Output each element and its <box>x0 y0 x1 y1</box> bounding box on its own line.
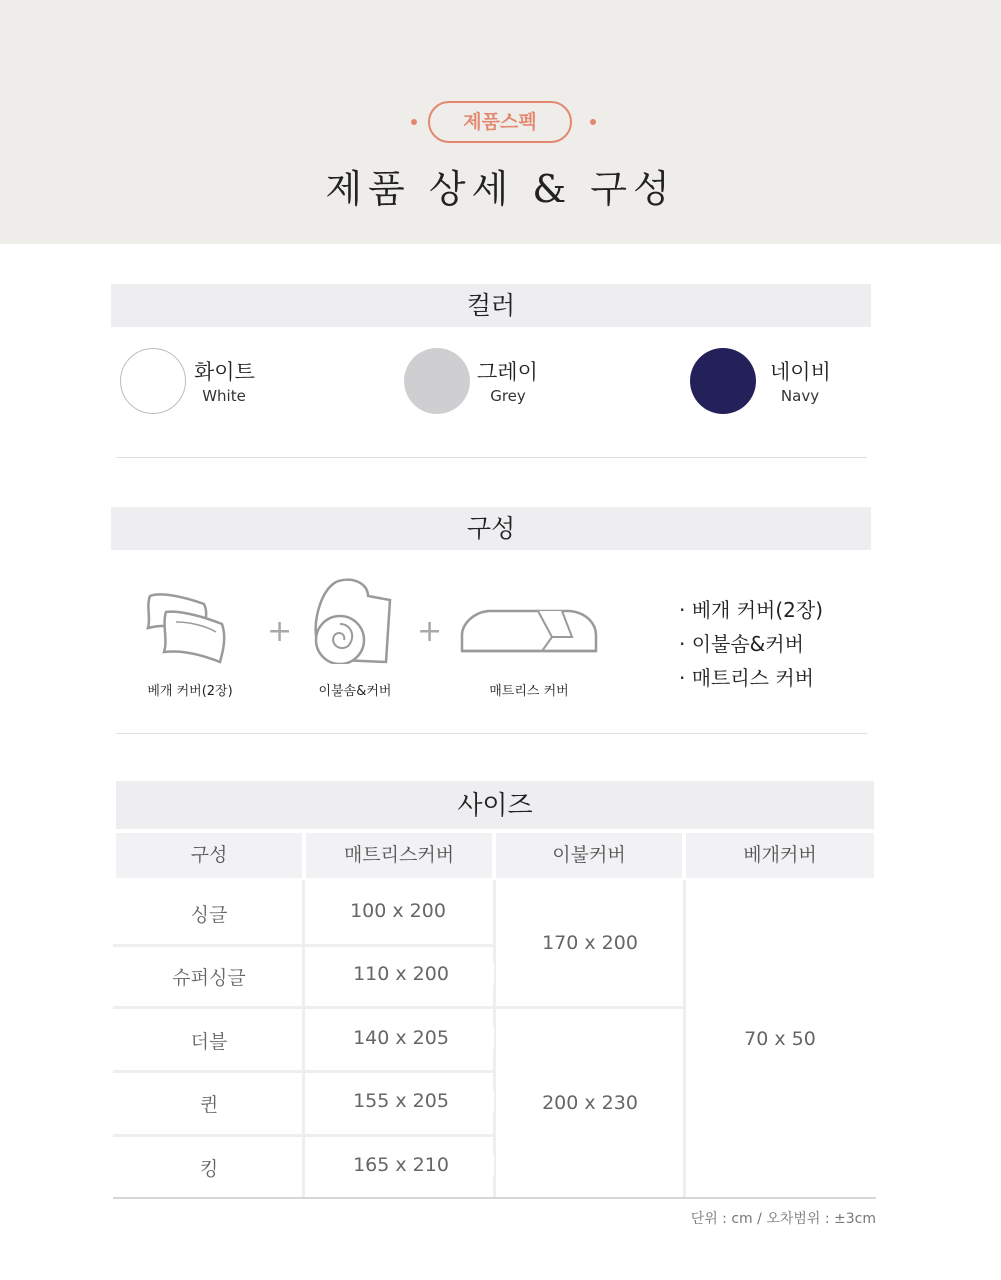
spec-badge: 제품스펙 <box>428 101 572 143</box>
size-mattress-value: 140 x 205 <box>308 1027 494 1049</box>
composition-bullet: · 베개 커버(2장) <box>679 598 824 622</box>
color-name-en: White <box>202 387 246 405</box>
color-name-ko: 그레이 <box>477 360 538 384</box>
size-row-name: 슈퍼싱글 <box>116 963 302 990</box>
color-swatch-grey <box>404 348 470 414</box>
section-divider <box>116 457 867 458</box>
size-duvet-value: 200 x 230 <box>497 1092 683 1114</box>
plus-icon: + <box>417 614 443 649</box>
color-name-en: Grey <box>490 387 526 405</box>
composition-bullet: · 이불솜&커버 <box>679 632 804 656</box>
table-grid-line <box>113 1070 494 1073</box>
size-mattress-value: 110 x 200 <box>308 963 494 985</box>
size-row-name: 싱글 <box>116 900 302 927</box>
color-name-ko: 화이트 <box>194 360 255 384</box>
size-unit-note: 단위 : cm / 오차범위 : ±3cm <box>690 1211 876 1227</box>
size-row-name: 퀸 <box>116 1090 302 1117</box>
pillow-icon <box>142 590 230 666</box>
size-row-name: 킹 <box>116 1154 302 1181</box>
size-pillow-value: 70 x 50 <box>686 1028 874 1050</box>
size-duvet-value: 170 x 200 <box>497 932 683 954</box>
size-header-duvet: 이불커버 <box>496 833 682 878</box>
hero-banner <box>0 0 1001 244</box>
plus-icon: + <box>267 614 293 649</box>
size-section-title: 사이즈 <box>116 781 874 829</box>
composition-label-blanket: 이불솜&커버 <box>318 684 392 699</box>
section-divider <box>116 733 867 734</box>
composition-label-pillow: 베개 커버(2장) <box>147 684 233 699</box>
size-row-name: 더블 <box>116 1027 302 1054</box>
size-mattress-value: 155 x 205 <box>308 1090 494 1112</box>
size-header-composition: 구성 <box>116 833 302 878</box>
mattress-icon <box>458 607 600 659</box>
color-name-ko: 네이비 <box>770 360 831 384</box>
table-grid-line <box>113 1006 685 1009</box>
table-bottom-line <box>113 1197 876 1199</box>
color-section-title: 컬러 <box>111 284 871 327</box>
size-mattress-value: 165 x 210 <box>308 1154 494 1176</box>
decor-dot-right <box>590 119 596 125</box>
composition-label-mattress: 매트리스 커버 <box>489 684 569 699</box>
page-title: 제품 상세 & 구성 <box>325 167 676 211</box>
size-header-pillow: 베개커버 <box>686 833 874 878</box>
color-swatch-navy <box>690 348 756 414</box>
decor-dot-left <box>411 119 417 125</box>
color-name-en: Navy <box>780 387 820 405</box>
size-header-mattress: 매트리스커버 <box>306 833 492 878</box>
table-grid-line <box>113 1134 494 1137</box>
color-swatch-white <box>120 348 186 414</box>
table-grid-line <box>113 944 494 947</box>
size-mattress-value: 100 x 200 <box>305 900 491 922</box>
composition-bullet: · 매트리스 커버 <box>679 666 814 690</box>
table-grid-line <box>302 880 305 1198</box>
composition-section-title: 구성 <box>111 507 871 550</box>
rolled-blanket-icon <box>310 576 396 664</box>
